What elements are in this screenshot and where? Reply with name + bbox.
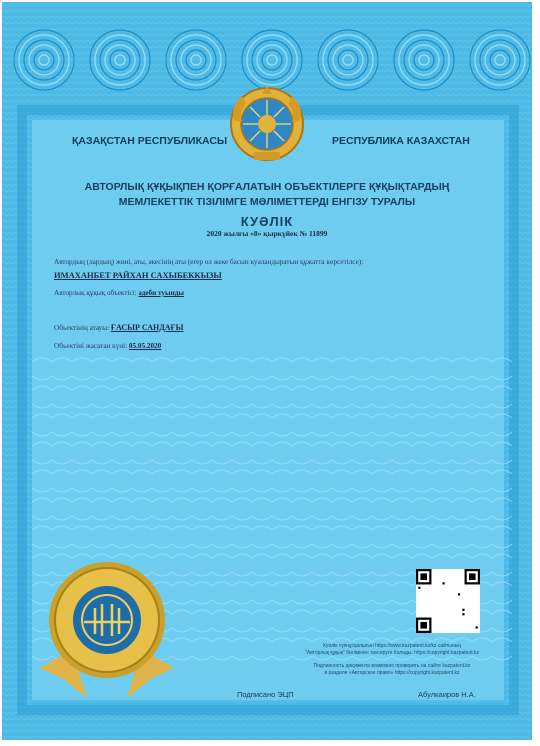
- document-type: КУӘЛІК: [240, 214, 294, 229]
- qr-code-icon[interactable]: [416, 569, 480, 633]
- title-line-2: МЕМЛЕКЕТТІК ТІЗІЛІМГЕ МӘЛІМЕТТЕРДІ ЕНГІЗУ ТУРАЛЫ: [118, 196, 416, 208]
- verification-note-ru: [292, 663, 492, 676]
- note-kz-line-1: Куәлік түпнұсқалығын https://www.kazpatent.kz/kz сайтының: [323, 643, 461, 649]
- object-type-label: Авторлық құқық объектісі:: [54, 289, 137, 297]
- object-name-value: ҒАСЫР САНДАҒЫ: [110, 323, 184, 332]
- note-ru-line-1: Подлинность документа возможно проверить на сайте kazpatent.kz: [313, 663, 471, 669]
- signatory-name: Абулкаиров Н.А.: [418, 690, 476, 699]
- kazakhstan-coat-of-arms-icon: [224, 84, 310, 164]
- note-ru-line-2: в разделе «Авторское право» https://copyright.kazpatent.kz: [324, 669, 460, 676]
- object-name-row: [54, 323, 183, 332]
- created-value: 05.05.2020: [128, 342, 162, 350]
- certificate-number: 2020 жылғы «8» қыркүйек № 11899: [206, 229, 328, 238]
- verification-note-kz: [292, 643, 492, 656]
- country-name-ru: РЕСПУБЛИКА КАЗАХСТАН: [332, 135, 470, 147]
- signed-label: Подписано ЭЦП: [237, 690, 294, 699]
- country-name-kz: ҚАЗАҚСТАН РЕСПУБЛИКАСЫ: [72, 135, 228, 147]
- author-value: ИМАХАНБЕТ РАЙХАН САХЫБЕККЫЗЫ: [54, 270, 222, 280]
- national-ip-institute-seal-icon: [32, 558, 182, 708]
- object-type-row: [54, 289, 184, 297]
- created-label: Объектіні жасаған күні:: [54, 342, 128, 350]
- title-line-1: АВТОРЛЫҚ ҚҰҚЫҚПЕН ҚОРҒАЛАТЫН ОБЪЕКТІЛЕРГЕ ҚҰҚЫҚТАРДЫҢ: [84, 181, 450, 193]
- note-kz-line-2: "Авторлық құқық" бөлімінен тексеруге болады. https://copyright.kazpatent.kz: [304, 649, 480, 656]
- author-label: Автордың (лардың) жөні, аты, әкесінің аты (егер ол жеке басын куәландыратын құжатта көрсетілсе):: [54, 258, 364, 266]
- object-type-value: әдеби туынды: [138, 289, 185, 297]
- object-name-label: Объектінің атауы:: [54, 324, 110, 332]
- created-row: [54, 342, 161, 350]
- certificate: [2, 2, 532, 740]
